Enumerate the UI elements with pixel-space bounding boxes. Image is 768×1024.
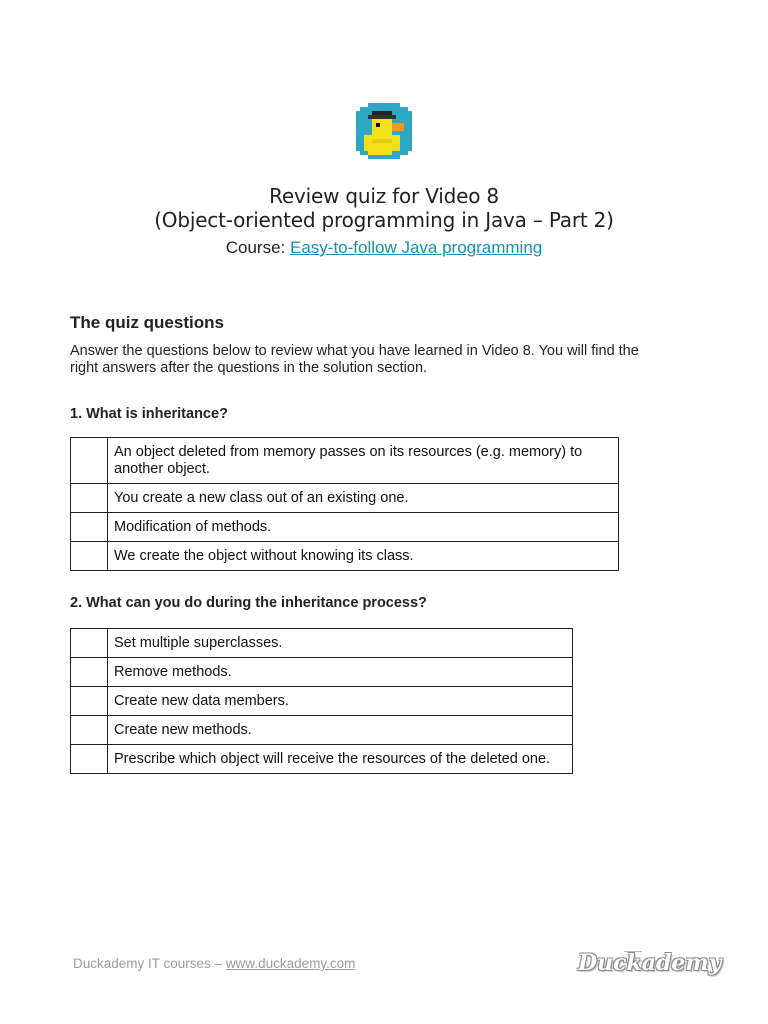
option-text: We create the object without knowing its class. — [108, 542, 619, 571]
brand-logo: Duckademy — [578, 950, 722, 976]
option-row — [71, 716, 573, 745]
question-1: 1. What is inheritance? — [70, 406, 228, 422]
question-2-options — [70, 628, 573, 774]
answer-checkbox[interactable] — [71, 687, 108, 716]
option-row — [71, 484, 619, 513]
footer-text: Duckademy IT courses – — [73, 956, 226, 971]
option-text: Set multiple superclasses. — [108, 629, 573, 658]
question-1-options — [70, 437, 619, 571]
answer-checkbox[interactable] — [71, 513, 108, 542]
option-row — [71, 745, 573, 774]
answer-checkbox[interactable] — [71, 745, 108, 774]
answer-checkbox[interactable] — [71, 658, 108, 687]
quiz-title-line2: (Object-oriented programming in Java – Part 2) — [154, 208, 614, 232]
footer — [73, 956, 355, 971]
option-text: Remove methods. — [108, 658, 573, 687]
option-text: An object deleted from memory passes on its resources (e.g. memory) to another object. — [108, 438, 619, 484]
question-2: 2. What can you do during the inheritance process? — [70, 595, 427, 611]
answer-checkbox[interactable] — [71, 629, 108, 658]
option-text: Prescribe which object will receive the resources of the deleted one. — [108, 745, 573, 774]
quiz-title-line1: Review quiz for Video 8 — [269, 184, 499, 208]
answer-checkbox[interactable] — [71, 484, 108, 513]
option-text: Create new data members. — [108, 687, 573, 716]
option-row — [71, 687, 573, 716]
course-link[interactable]: Easy-to-follow Java programming — [289, 238, 543, 257]
footer-link[interactable]: www.duckademy.com — [225, 956, 356, 971]
answer-checkbox[interactable] — [71, 438, 108, 484]
course-prefix: Course: — [225, 238, 290, 257]
answer-checkbox[interactable] — [71, 716, 108, 745]
intro-text: Answer the questions below to review what you have learned in Video 8. You will find the right answers after the questions in the solution section. — [70, 343, 639, 376]
option-text: You create a new class out of an existing one. — [108, 484, 619, 513]
option-row — [71, 438, 619, 484]
option-row — [71, 629, 573, 658]
duck-logo-icon — [356, 103, 412, 159]
option-row — [71, 658, 573, 687]
section-heading: The quiz questions — [70, 313, 224, 332]
course-line — [0, 238, 768, 258]
option-text: Modification of methods. — [108, 513, 619, 542]
option-text: Create new methods. — [108, 716, 573, 745]
answer-checkbox[interactable] — [71, 542, 108, 571]
option-row — [71, 513, 619, 542]
option-row — [71, 542, 619, 571]
